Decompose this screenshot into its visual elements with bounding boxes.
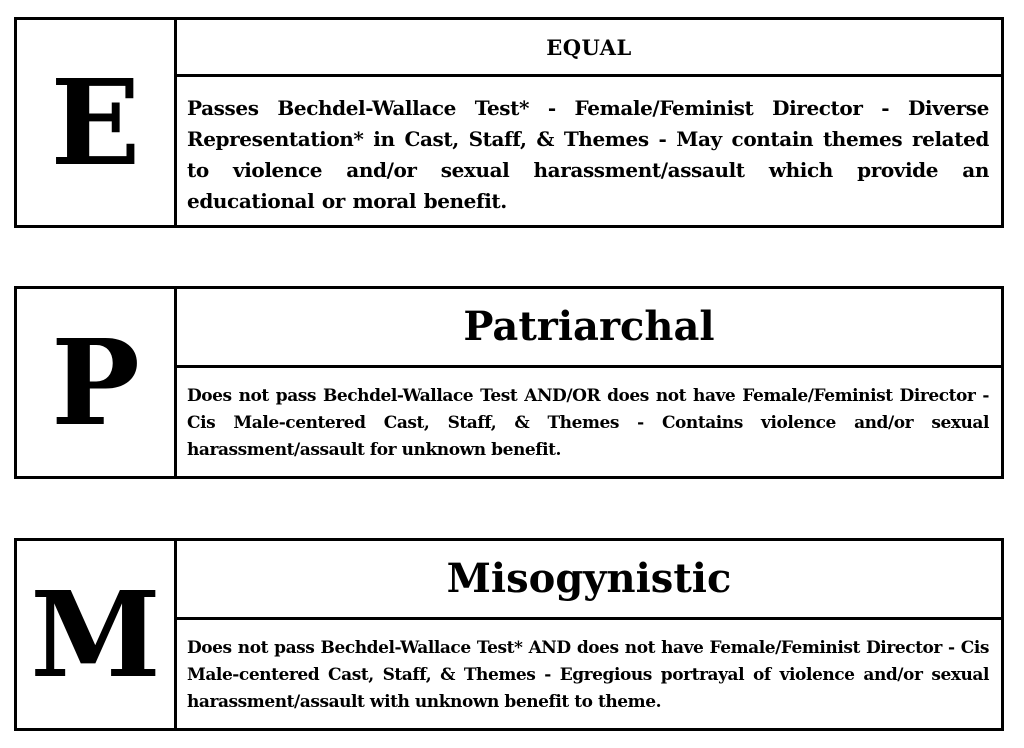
rating-title-row [177,541,1001,620]
rating-letter-cell [17,541,177,728]
rating-box-misogynistic [14,538,1004,731]
rating-title: EQUAL [546,34,632,60]
rating-content [177,541,1001,728]
rating-letter: E [50,52,141,192]
rating-letter: P [51,312,140,452]
rating-title-row [177,20,1001,77]
rating-letter-cell [17,20,177,225]
rating-description: Does not pass Bechdel-Wallace Test AND/OR does not have Female/Feminist Director - Cis Male-centered Cast, Staff, & Themes - Contains violence and/or sexual harassment/assault for unknown benefit. [187,386,989,460]
rating-title-row [177,289,1001,368]
rating-title: Patriarchal [463,303,715,350]
rating-content [177,289,1001,476]
rating-letter: M [30,564,161,704]
rating-box-equal [14,17,1004,228]
rating-letter-cell [17,289,177,476]
rating-description: Does not pass Bechdel-Wallace Test* AND does not have Female/Feminist Director - Cis Male-centered Cast, Staff, & Themes - Egregious portrayal of violence and/or sexual harassment/assault with unknown benefit to theme. [187,638,989,712]
rating-box-patriarchal [14,286,1004,479]
rating-description: Passes Bechdel-Wallace Test* - Female/Feminist Director - Diverse Representation* in Cast, Staff, & Themes - May contain themes related to violence and/or sexual harassment/assault which provide an educational or moral benefit. [187,96,989,213]
rating-title: Misogynistic [446,555,732,602]
rating-content [177,20,1001,225]
